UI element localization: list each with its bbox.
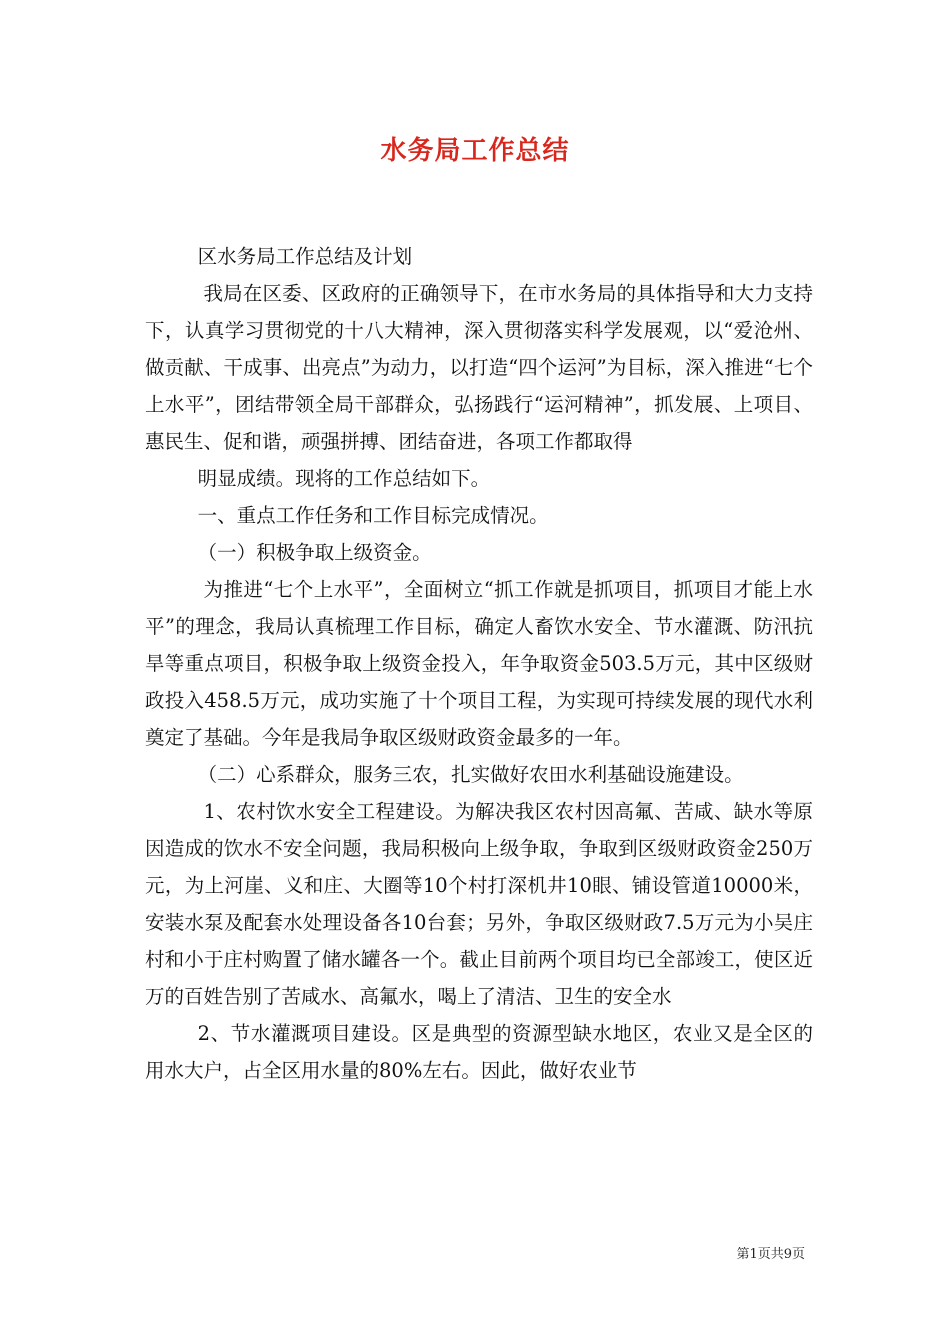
subsection-heading-2: （二）心系群众，服务三农，扎实做好农田水利基础设施建设。	[197, 763, 744, 786]
paragraph-funding: 为推进“七个上水平”，全面树立“抓工作就是抓项目，抓项目才能上水平”的理念，我局认真梳理工作目标，确定人畜饮水安全、节水灌溉、防汛抗旱等重点项目，积极争取上级资金投入，年争取资金503.5万元，其中区级财政投入458.5万元，成功实施了十个项目工程，为实现可持续发展的现代水利奠定了基础。今年是我局争取区级财政资金最多的一年。	[145, 578, 813, 749]
document-body	[145, 238, 813, 1089]
paragraph-intro: 我局在区委、区政府的正确领导下，在市水务局的具体指导和大力支持下，认真学习贯彻党的十八大精神，深入贯彻落实科学发展观，以“爱沧州、做贡献、干成事、出亮点”为动力，以打造“四个运河”为目标，深入推进“七个上水平”，团结带领全局干部群众，弘扬践行“运河精神”，抓发展、上项目、惠民生、促和谐，顽强拼搏、团结奋进，各项工作都取得	[145, 282, 813, 453]
subsection-heading-1: （一）积极争取上级资金。	[197, 541, 432, 564]
paragraph-irrigation: 2、节水灌溉项目建设。区是典型的资源型缺水地区，农业又是全区的用水大户，占全区用水量的80%左右。因此，做好农业节	[145, 1022, 813, 1082]
paragraph-intro-end: 明显成绩。现将的工作总结如下。	[197, 467, 491, 490]
paragraph-drinking-water: 1、农村饮水安全工程建设。为解决我区农村因高氟、苦咸、缺水等原因造成的饮水不安全问题，我局积极向上级争取，争取到区级财政资金250万元，为上河崖、义和庄、大圈等10个村打深机井10眼、铺设管道10000米，安装水泵及配套水处理设备各10台套；另外，争取区级财政7.5万元为小吴庄村和小于庄村购置了储水罐各一个。截止目前两个项目均已全部竣工，使区近万的百姓告别了苦咸水、高氟水，喝上了清洁、卫生的安全水	[145, 800, 813, 1008]
document-title: 水务局工作总结	[380, 136, 570, 166]
section-heading-1: 一、重点工作任务和工作目标完成情况。	[197, 504, 549, 527]
page-number-footer: 第1页共9页	[736, 1247, 805, 1262]
paragraph-subtitle: 区水务局工作总结及计划	[197, 245, 413, 268]
